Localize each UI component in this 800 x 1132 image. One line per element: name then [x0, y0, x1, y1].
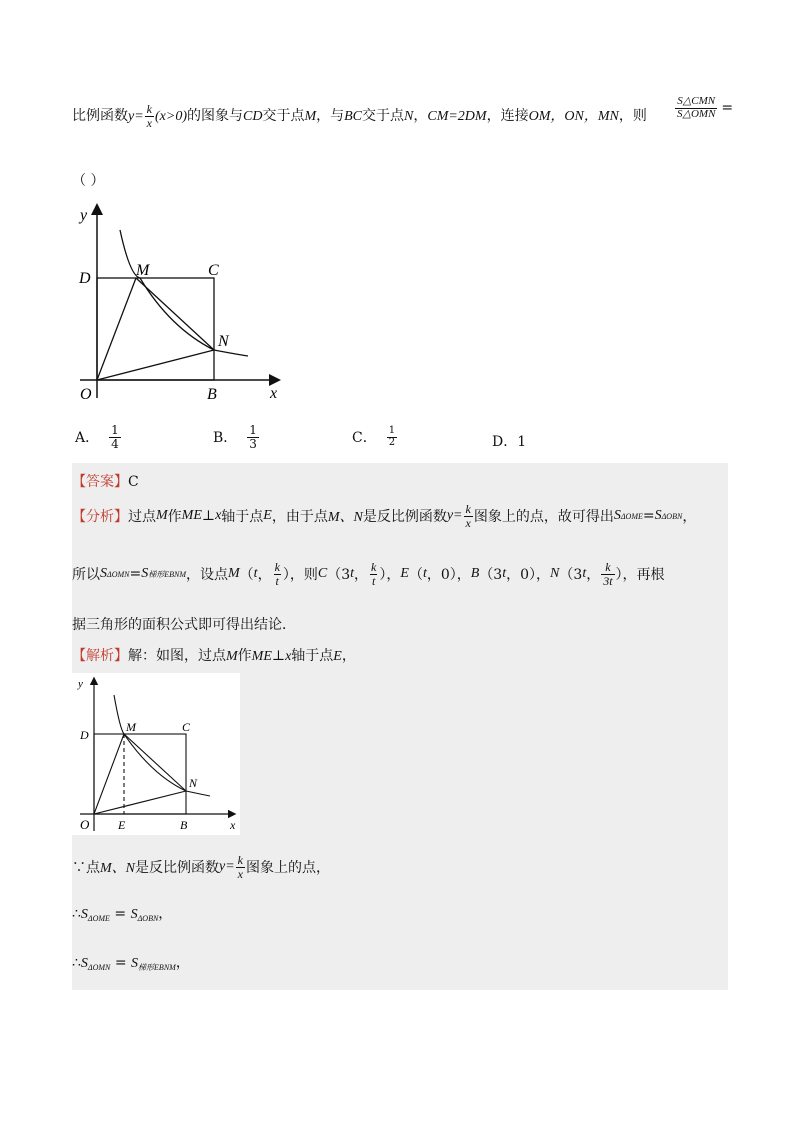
a-knum: k [371, 560, 377, 574]
fig1-curve [120, 230, 248, 356]
fig1-mn [136, 278, 214, 350]
a-text: 轴于点 [221, 509, 264, 526]
question-line-1 [72, 103, 647, 129]
solution-because-line [72, 854, 330, 880]
s-fy: y= [219, 859, 235, 875]
a-fden: x [465, 515, 471, 530]
q-func-y: y= [128, 109, 144, 125]
a-s1sub: ΔOME [620, 511, 643, 521]
analysis-line-2 [72, 561, 665, 587]
option-b-den: 3 [249, 436, 257, 451]
s-m: M [226, 649, 238, 664]
q-func-den: x [146, 115, 152, 130]
a-s4: S [141, 566, 149, 582]
q-text: ，则 [618, 108, 647, 125]
option-c-label: C． [352, 430, 377, 446]
a-fnum: k [465, 502, 471, 516]
a-s4sub: 梯形EBNM [148, 569, 186, 579]
s-therefore: ∴ [72, 955, 81, 971]
a-ept: E [400, 566, 409, 582]
option-c[interactable] [352, 426, 398, 448]
s-therefore: ∴ [72, 906, 81, 922]
s-comma: ， [158, 906, 173, 922]
fig1-on [97, 350, 214, 380]
a-bpt: B [470, 566, 480, 582]
a-text: 所以 [72, 567, 100, 584]
s-eq: = [109, 906, 131, 922]
q-text: 交于点 [262, 108, 305, 125]
option-a-den: 4 [111, 436, 119, 451]
s-perp: ⊥ [271, 648, 286, 664]
answer-tag: 【答案】 [72, 474, 128, 490]
q-ratio-num: S△CMN [677, 95, 716, 107]
figure-2 [72, 673, 240, 835]
option-d[interactable] [492, 431, 526, 451]
fig2-label-b: B [180, 818, 188, 832]
s-s4sub: 梯形EBNM [138, 963, 176, 972]
q-text: ，连接 [486, 108, 529, 125]
s-text: 是反比例函数 [135, 860, 219, 877]
q-func-num: k [146, 102, 152, 116]
s-comma: ， [175, 955, 190, 971]
a-me: ME [181, 508, 202, 524]
analysis-tag: 【分析】 [72, 509, 128, 526]
a-text: 是反比例函数 [362, 509, 447, 526]
a-t: t [502, 566, 507, 582]
fig1-label-m: M [136, 262, 150, 279]
solution-therefore-2 [72, 952, 190, 973]
figure-1 [70, 198, 300, 403]
a-text: （ [239, 567, 254, 584]
a-perp: ⊥ [201, 508, 216, 525]
fig2-label-y: y [78, 678, 83, 690]
q-bc: BC [344, 109, 363, 125]
fig1-label-d: D [79, 270, 91, 287]
q-ratio-frac [675, 96, 717, 120]
a-text: （3 [327, 567, 351, 584]
a-text: ），则 [282, 567, 318, 584]
s-fden: x [237, 866, 243, 881]
q-n: N [404, 109, 414, 125]
q-text: ， [413, 108, 428, 125]
a-x: x [215, 508, 222, 524]
s-text: 解：如图，过点 [128, 648, 226, 664]
a-m: M [156, 508, 168, 524]
a-s2: S [654, 508, 662, 524]
q-cd: CD [243, 109, 263, 125]
a-knum: k [605, 560, 611, 574]
s-text: 轴于点 [291, 648, 334, 664]
a-k3t-frac [601, 561, 614, 587]
a-knum: k [274, 560, 280, 574]
fig1-label-b: B [207, 386, 217, 403]
analysis-line-3: 据三角形的面积公式即可得出结论． [72, 617, 296, 633]
fig2-mn [124, 734, 186, 791]
q-om-on-mn: OM，ON，MN [528, 109, 619, 125]
s-fnum: k [237, 853, 243, 867]
s-s1: S [80, 907, 88, 922]
fig2-on [94, 791, 186, 814]
a-s2sub: ΔOBN [661, 511, 683, 521]
a-t: t [253, 566, 258, 582]
a-text: ，由于点 [271, 509, 328, 526]
a-eq: = [642, 508, 655, 525]
q-text: 比例函数 [72, 108, 128, 125]
s-func-frac [236, 854, 245, 880]
q-ratio-eq: = [721, 100, 734, 117]
a-text: 作 [167, 509, 182, 526]
option-a-label: A． [75, 430, 100, 447]
a-kden: t [372, 573, 376, 588]
option-a[interactable] [75, 424, 122, 450]
a-cpt: C [317, 566, 328, 582]
s-text: ， [341, 648, 356, 664]
option-b-num: 1 [249, 423, 257, 437]
fig2-label-o: O [80, 817, 90, 832]
a-text: ， [586, 567, 601, 584]
option-b[interactable] [213, 424, 260, 450]
s-eq: = [110, 955, 132, 971]
answer-value: C [128, 474, 139, 490]
fig2-label-e: E [118, 818, 126, 832]
a-fy: y= [446, 508, 463, 524]
a-mpt: M [228, 566, 240, 582]
option-b-frac [247, 424, 259, 450]
s-s2: S [130, 907, 138, 922]
answer-line [72, 471, 139, 491]
a-eq: = [129, 566, 142, 583]
a-text: ， [682, 509, 697, 526]
a-text: （ [408, 567, 423, 584]
fig1-label-c: C [208, 262, 219, 279]
option-a-frac [109, 424, 121, 450]
a-mn: M、N [327, 510, 363, 526]
q-ratio-den: S△OMN [677, 107, 716, 120]
fig2-label-d: D [80, 728, 89, 742]
a-text: （3 [559, 567, 583, 584]
s-me: ME [251, 649, 272, 664]
a-text: ， [257, 567, 272, 584]
s-s3sub: ΔOMN [87, 963, 111, 972]
s-s4: S [131, 956, 139, 971]
a-npt: N [550, 566, 560, 582]
option-b-label: B． [213, 430, 238, 447]
s-x: x [285, 649, 292, 664]
s-mn: M、N [100, 861, 135, 877]
option-c-frac [387, 426, 397, 448]
a-text: ， [354, 567, 369, 584]
option-d-value: 1 [517, 434, 527, 450]
q-text: ，与 [316, 108, 345, 125]
a-kden3: 3t [603, 573, 613, 588]
a-text: ，0）， [426, 567, 471, 584]
a-text: （3 [479, 567, 503, 584]
option-c-den: 2 [388, 436, 396, 448]
a-e: E [263, 508, 272, 524]
fig2-label-m: M [126, 720, 136, 734]
a-func-frac [464, 503, 473, 529]
solution-line-1 [72, 645, 356, 665]
a-s3sub: ΔOMN [107, 569, 130, 579]
s-s2sub: ΔOBN [137, 914, 159, 923]
s-text: 作 [237, 648, 252, 664]
solution-therefore-1 [72, 903, 172, 923]
a-s1: S [613, 508, 621, 524]
a-text: 过点 [128, 509, 156, 526]
q-ratio [674, 96, 733, 120]
a-text: ，设点 [186, 567, 228, 584]
fig1-label-x: x [270, 385, 278, 402]
q-paren: （ ） [72, 173, 105, 189]
solution-tag: 【解析】 [72, 648, 128, 664]
fig1-label-n: N [218, 333, 229, 350]
a-t: t [422, 566, 427, 582]
fig2-label-n: N [189, 776, 198, 790]
a-text: 图象上的点，故可得出 [473, 509, 614, 526]
a-t: t [350, 566, 355, 582]
fig2-om [94, 734, 124, 814]
option-c-num: 1 [388, 425, 396, 436]
q-text: 交于点 [362, 108, 405, 125]
option-d-label: D． [492, 434, 518, 450]
q-cm-dm: CM=2DM [427, 109, 487, 125]
fig2-label-x: x [230, 818, 236, 832]
s-because: ∵点 [72, 860, 100, 877]
s-s3: S [80, 956, 88, 971]
a-kden: t [275, 573, 279, 588]
a-t: t [582, 566, 587, 582]
s-s1sub: ΔOME [87, 914, 110, 923]
a-kt-frac-2 [369, 561, 378, 587]
a-s3: S [100, 566, 107, 582]
q-m: M [304, 109, 317, 125]
q-func-domain: (x>0) [155, 109, 187, 125]
fig1-label-o: O [80, 386, 92, 403]
option-a-num: 1 [111, 423, 119, 437]
s-e: E [333, 649, 342, 664]
analysis-line-1 [72, 503, 696, 529]
a-kt-frac [273, 561, 282, 587]
fig1-label-y: y [80, 207, 88, 224]
q-text: 的图象与 [187, 108, 243, 125]
fig2-label-c: C [182, 720, 191, 734]
fig1-om [97, 278, 136, 380]
a-text: ，0）， [506, 567, 551, 584]
q-func-frac [145, 103, 154, 129]
a-text: ）， [379, 567, 401, 584]
a-text: ），再根 [615, 567, 665, 584]
s-text: 图象上的点， [246, 860, 330, 877]
